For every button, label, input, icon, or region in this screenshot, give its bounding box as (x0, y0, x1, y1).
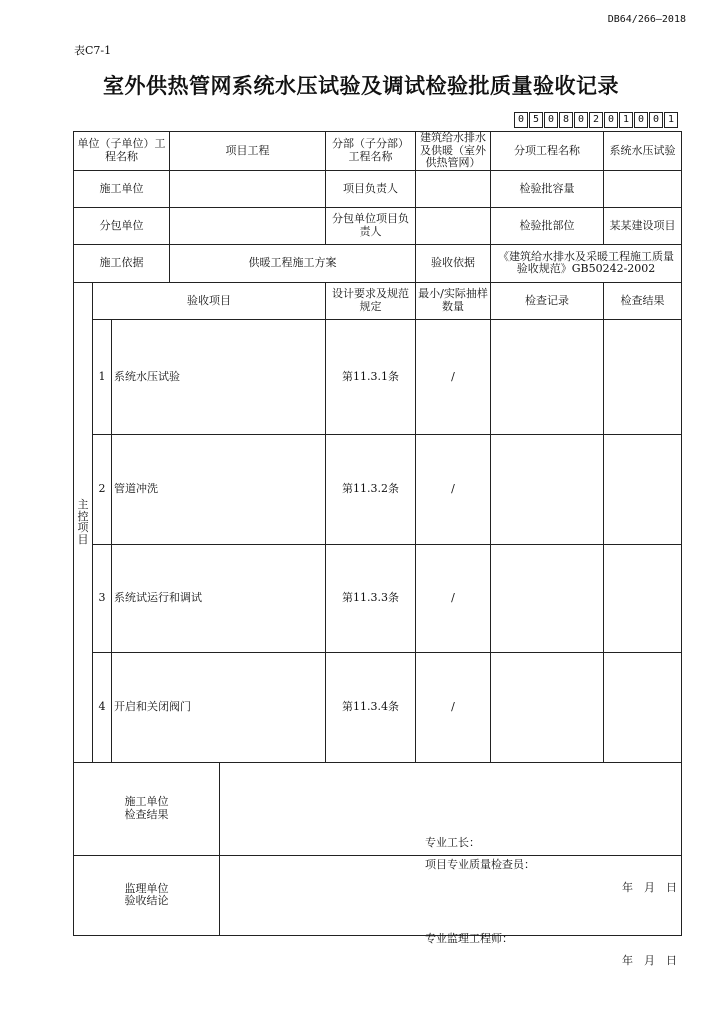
subcontractor-leader-label: 分包单位项目负责人 (326, 207, 416, 244)
code-digit: 0 (514, 112, 528, 128)
item-result[interactable] (604, 319, 682, 434)
sub-item-name-label: 分项工程名称 (491, 132, 604, 171)
item-record[interactable] (491, 319, 604, 434)
item-record[interactable] (491, 544, 604, 652)
item-sample[interactable]: / (416, 434, 491, 544)
item-number: 3 (93, 544, 112, 652)
batch-code (514, 112, 678, 128)
construction-basis-value[interactable]: 供暖工程施工方案 (170, 244, 416, 282)
item-clause: 第11.3.4条 (326, 652, 416, 762)
table-row (74, 319, 682, 434)
item-result[interactable] (604, 652, 682, 762)
acceptance-basis-label: 验收依据 (416, 244, 491, 282)
code-digit: 0 (574, 112, 588, 128)
code-digit: 5 (529, 112, 543, 128)
subcontractor-value[interactable] (170, 207, 326, 244)
item-name: 系统水压试验 (112, 319, 326, 434)
batch-capacity-value[interactable] (604, 170, 682, 207)
page-title: 室外供热管网系统水压试验及调试检验批质量验收记录 (103, 74, 619, 98)
item-name: 管道冲洗 (112, 434, 326, 544)
col-result-header: 检查结果 (604, 282, 682, 319)
project-leader-value[interactable] (416, 170, 491, 207)
acceptance-record-table (73, 131, 682, 968)
division-name-label: 分部（子分部）工程名称 (326, 132, 416, 171)
item-record[interactable] (491, 652, 604, 762)
supervision-label (74, 855, 220, 935)
item-clause: 第11.3.1条 (326, 319, 416, 434)
construction-unit-value[interactable] (170, 170, 326, 207)
batch-location-label: 检验批部位 (491, 207, 604, 244)
table-row (74, 434, 682, 544)
item-record[interactable] (491, 434, 604, 544)
construction-basis-label: 施工依据 (74, 244, 170, 282)
division-name-value[interactable]: 建筑给水排水及供暖（室外供热管网） (416, 132, 491, 171)
item-name: 开启和关闭阀门 (112, 652, 326, 762)
unit-name-value[interactable]: 项目工程 (170, 132, 326, 171)
col-item-header: 验收项目 (93, 282, 326, 319)
subcontractor-label: 分包单位 (74, 207, 170, 244)
item-clause: 第11.3.3条 (326, 544, 416, 652)
code-digit: 2 (589, 112, 603, 128)
form-number: 表C7-1 (74, 44, 112, 57)
table-row (74, 652, 682, 762)
code-digit: 0 (604, 112, 618, 128)
construction-check-text: 施工单位检查结果 (124, 795, 169, 821)
construction-check-label (74, 762, 220, 855)
main-control-label (74, 282, 93, 762)
col-record-header: 检查记录 (491, 282, 604, 319)
item-number: 4 (93, 652, 112, 762)
code-digit: 8 (559, 112, 573, 128)
batch-capacity-label: 检验批容量 (491, 170, 604, 207)
supervision-engineer-label: 专业监理工程师： (425, 932, 513, 946)
item-number: 2 (93, 434, 112, 544)
col-design-header: 设计要求及规范规定 (326, 282, 416, 319)
item-number: 1 (93, 319, 112, 434)
main-control-text: 主控项目 (77, 498, 89, 546)
item-sample[interactable]: / (416, 652, 491, 762)
code-digit: 0 (544, 112, 558, 128)
item-clause: 第11.3.2条 (326, 434, 416, 544)
item-result[interactable] (604, 544, 682, 652)
acceptance-basis-value[interactable]: 《建筑给水排水及采暖工程施工质量验收规范》GB50242-2002 (491, 244, 682, 282)
subcontractor-leader-value[interactable] (416, 207, 491, 244)
supervision-date: 年 月 日 (622, 954, 677, 968)
foreman-label: 专业工长： (425, 835, 480, 849)
table-row (74, 544, 682, 652)
code-digit: 0 (634, 112, 648, 128)
unit-name-label: 单位（子单位）工程名称 (74, 132, 170, 171)
construction-date: 年 月 日 (622, 880, 677, 894)
code-digit: 1 (664, 112, 678, 128)
quality-inspector-label: 项目专业质量检查员： (425, 857, 535, 871)
batch-location-value[interactable]: 某某建设项目 (604, 207, 682, 244)
col-sample-header: 最小/实际抽样数量 (416, 282, 491, 319)
supervision-text: 监理单位验收结论 (124, 881, 169, 908)
construction-unit-label: 施工单位 (74, 170, 170, 207)
code-digit: 0 (649, 112, 663, 128)
item-sample[interactable]: / (416, 319, 491, 434)
standard-number: DB64/266—2018 (607, 14, 686, 25)
item-result[interactable] (604, 434, 682, 544)
project-leader-label: 项目负责人 (326, 170, 416, 207)
construction-check-area[interactable] (220, 762, 682, 894)
code-digit: 1 (619, 112, 633, 128)
item-name: 系统试运行和调试 (112, 544, 326, 652)
item-sample[interactable]: / (416, 544, 491, 652)
sub-item-name-value[interactable]: 系统水压试验 (604, 132, 682, 171)
